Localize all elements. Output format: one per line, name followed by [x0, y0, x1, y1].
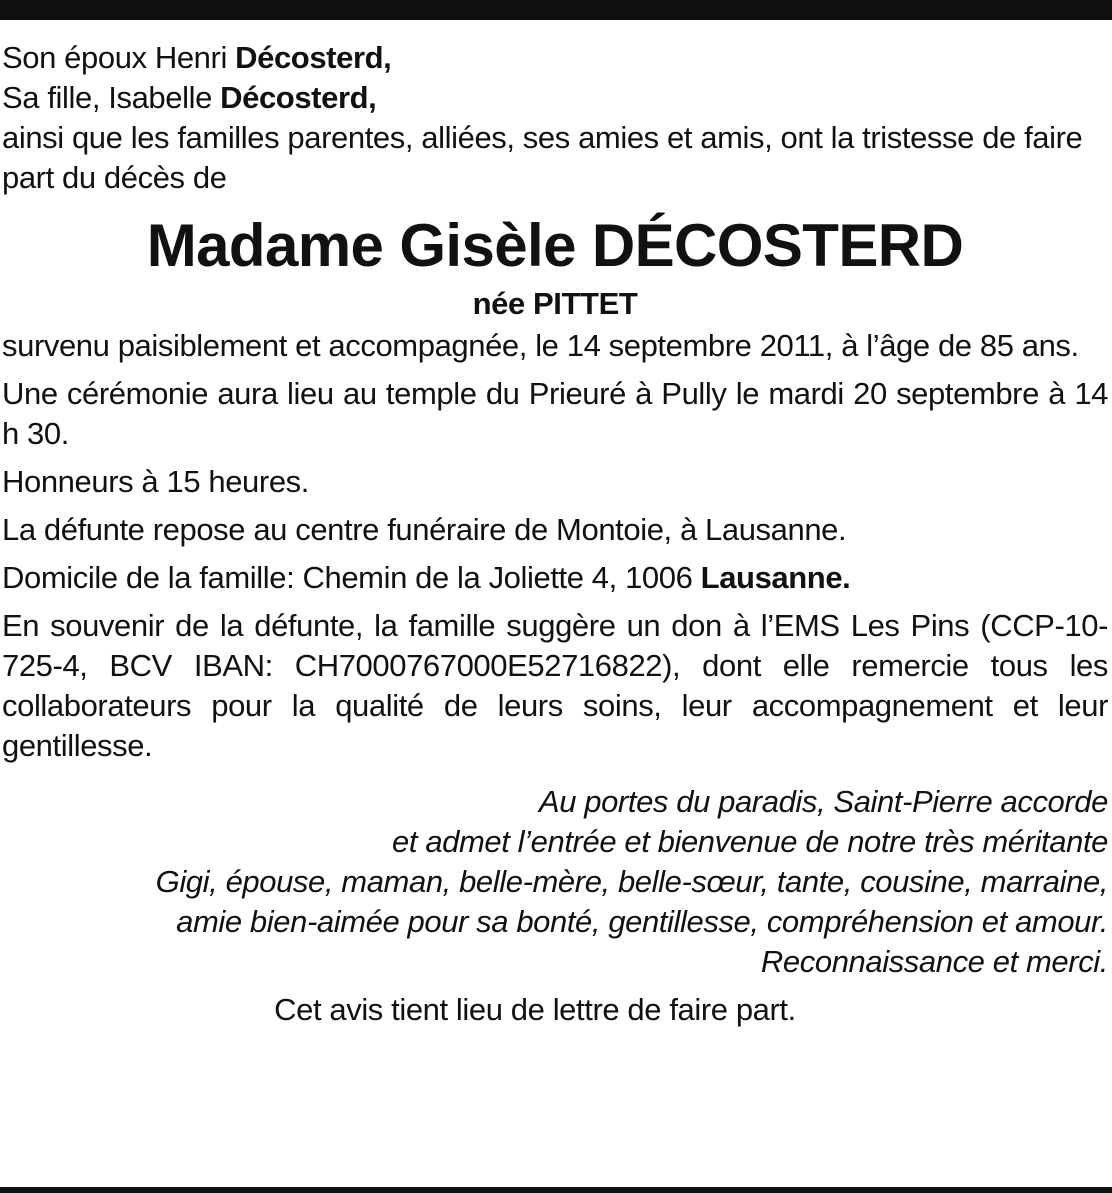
domicile-city: Lausanne.	[700, 560, 851, 595]
daughter-surname: Décosterd,	[220, 80, 377, 115]
maiden-name: née PITTET	[472, 286, 638, 321]
husband-surname: Décosterd,	[235, 40, 392, 75]
honors-paragraph: Honneurs à 15 heures.	[2, 464, 309, 499]
rest-paragraph: La défunte repose au centre funéraire de Montoie, à Lausanne.	[2, 512, 847, 547]
closing-note: Cet avis tient lieu de lettre de faire part.	[274, 992, 796, 1027]
family-text: ainsi que les familles parentes, alliées, ses amies et amis, ont la tristesse de faire part du décès de	[2, 120, 1083, 195]
husband-label: Son époux Henri	[2, 40, 236, 75]
poem-line: Reconnaissance et merci.	[760, 944, 1108, 979]
death-paragraph: survenu paisiblement et accompagnée, le 14 septembre 2011, à l’âge de 85 ans.	[2, 328, 1079, 363]
poem-line: et admet l’entrée et bienvenue de notre très méritante	[392, 824, 1108, 859]
poem	[2, 782, 1108, 982]
ceremony-paragraph: Une cérémonie aura lieu au temple du Prieuré à Pully le mardi 20 septembre à 14 h 30.	[2, 376, 1108, 451]
top-rule	[0, 0, 1112, 20]
obituary-notice	[2, 38, 1108, 1030]
domicile-paragraph	[2, 558, 1108, 598]
family-announcement	[2, 38, 1108, 198]
daughter-line	[2, 78, 1108, 118]
bottom-rule	[0, 1187, 1112, 1193]
donation-paragraph: En souvenir de la défunte, la famille suggère un don à l’EMS Les Pins (CCP-10-725-4, BCV IBAN: CH7000767000E52716822), dont elle remercie tous les collaborateurs pour la qualité de leurs soins, leur accompagnement et leur gentillesse.	[2, 608, 1108, 763]
husband-line	[2, 38, 1108, 78]
poem-line: amie bien-aimée pour sa bonté, gentillesse, compréhension et amour.	[176, 904, 1108, 939]
poem-line: Gigi, épouse, maman, belle-mère, belle-sœur, tante, cousine, marraine,	[155, 864, 1108, 899]
daughter-label: Sa fille, Isabelle	[2, 80, 221, 115]
deceased-name: Madame Gisèle DÉCOSTERD	[146, 212, 964, 279]
poem-line: Au portes du paradis, Saint-Pierre accorde	[538, 784, 1108, 819]
domicile-address: Domicile de la famille: Chemin de la Joliette 4, 1006	[2, 560, 701, 595]
